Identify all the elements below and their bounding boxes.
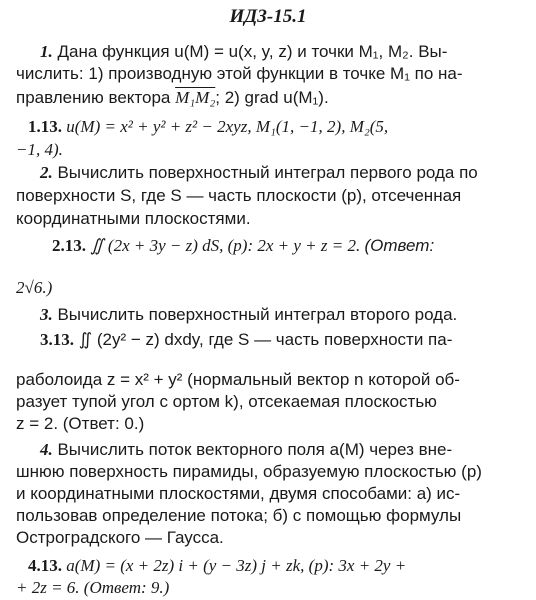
problem-3-13-line4: z = 2. (Ответ: 0.) bbox=[16, 414, 145, 433]
problem-2-13-answer-label: (Ответ: bbox=[364, 236, 435, 255]
task4-text-line1: Вычислить поток векторного поля a(M) через вне- bbox=[52, 440, 453, 459]
task2-line3: координатными плоскостями. bbox=[16, 209, 251, 228]
problem-2-13-formula: ∬ (2x + 3y − z) dS, (p): 2x + y + z = 2. bbox=[86, 236, 365, 255]
task1-number: 1. bbox=[40, 42, 53, 61]
problem-1-13-line2: −1, 4). bbox=[16, 140, 63, 159]
task4-line2: шнюю поверхность пирамиды, образуемую плоскостью (p) bbox=[16, 462, 482, 481]
task4-line3: и координатными плоскостями, двумя способами: а) ис- bbox=[16, 484, 461, 503]
task1-line3-pre: правлению вектора bbox=[16, 88, 176, 107]
problem-2-13-answer-value: 2√6.) bbox=[16, 278, 53, 297]
task1-line1 bbox=[40, 42, 447, 62]
task3-line1 bbox=[40, 305, 457, 325]
task1-line2: числить: 1) производную этой функции в точке M₁ по на- bbox=[16, 64, 463, 83]
task4-line1 bbox=[40, 440, 452, 460]
task2-line2: поверхности S, где S — часть плоскости (p), отсеченная bbox=[16, 186, 462, 205]
problem-3-13-line3: разует тупой угол с ортом k), отсекаемая плоскостью bbox=[16, 392, 437, 411]
problem-3-13-number: 3.13. bbox=[40, 330, 74, 349]
problem-4-13-text-line1: a(M) = (x + 2z) i + (y − 3z) j + zk, (p): 3x + 2y + bbox=[62, 556, 407, 575]
problem-2-13-line1 bbox=[52, 236, 434, 256]
task1-text-line1: Дана функция u(M) = u(x, y, z) и точки M₁, M₂. Вы- bbox=[52, 42, 448, 61]
task3-number: 3. bbox=[40, 305, 53, 324]
problem-1-13-number: 1.13. bbox=[28, 117, 62, 136]
page-title: ИДЗ-15.1 bbox=[229, 6, 307, 27]
problem-3-13-text-line1: ∬ (2y² − z) dxdy, где S — часть поверхности па- bbox=[74, 330, 453, 349]
problem-4-13-line1 bbox=[28, 556, 406, 576]
task1-line3 bbox=[16, 88, 329, 108]
problem-1-13-text-line1: u(M) = x² + y² + z² − 2xyz, M₁(1, −1, 2), M₂(5, bbox=[62, 117, 389, 136]
task3-text-line1: Вычислить поверхностный интеграл второго рода. bbox=[52, 305, 458, 324]
task4-number: 4. bbox=[40, 440, 53, 459]
task2-line1 bbox=[40, 163, 478, 183]
task2-number: 2. bbox=[40, 163, 53, 182]
task2-text-line1: Вычислить поверхностный интеграл первого рода по bbox=[52, 163, 478, 182]
problem-3-13-line2: раболоида z = x² + y² (нормальный вектор n которой об- bbox=[16, 370, 460, 389]
problem-2-13-number: 2.13. bbox=[52, 236, 86, 255]
problem-3-13-line1 bbox=[40, 330, 452, 350]
task4-line5: Остроградского — Гаусса. bbox=[16, 528, 224, 547]
task1-line3-post: ; 2) grad u(M₁). bbox=[215, 88, 329, 107]
task4-line4: пользовав определение потока; б) с помощью формулы bbox=[16, 506, 462, 525]
problem-4-13-number: 4.13. bbox=[28, 556, 62, 575]
problem-1-13-line1 bbox=[28, 117, 388, 137]
vector-m1m2: M₁M₂ bbox=[175, 88, 216, 107]
problem-4-13-line2: + 2z = 6. (Ответ: 9.) bbox=[16, 578, 170, 597]
